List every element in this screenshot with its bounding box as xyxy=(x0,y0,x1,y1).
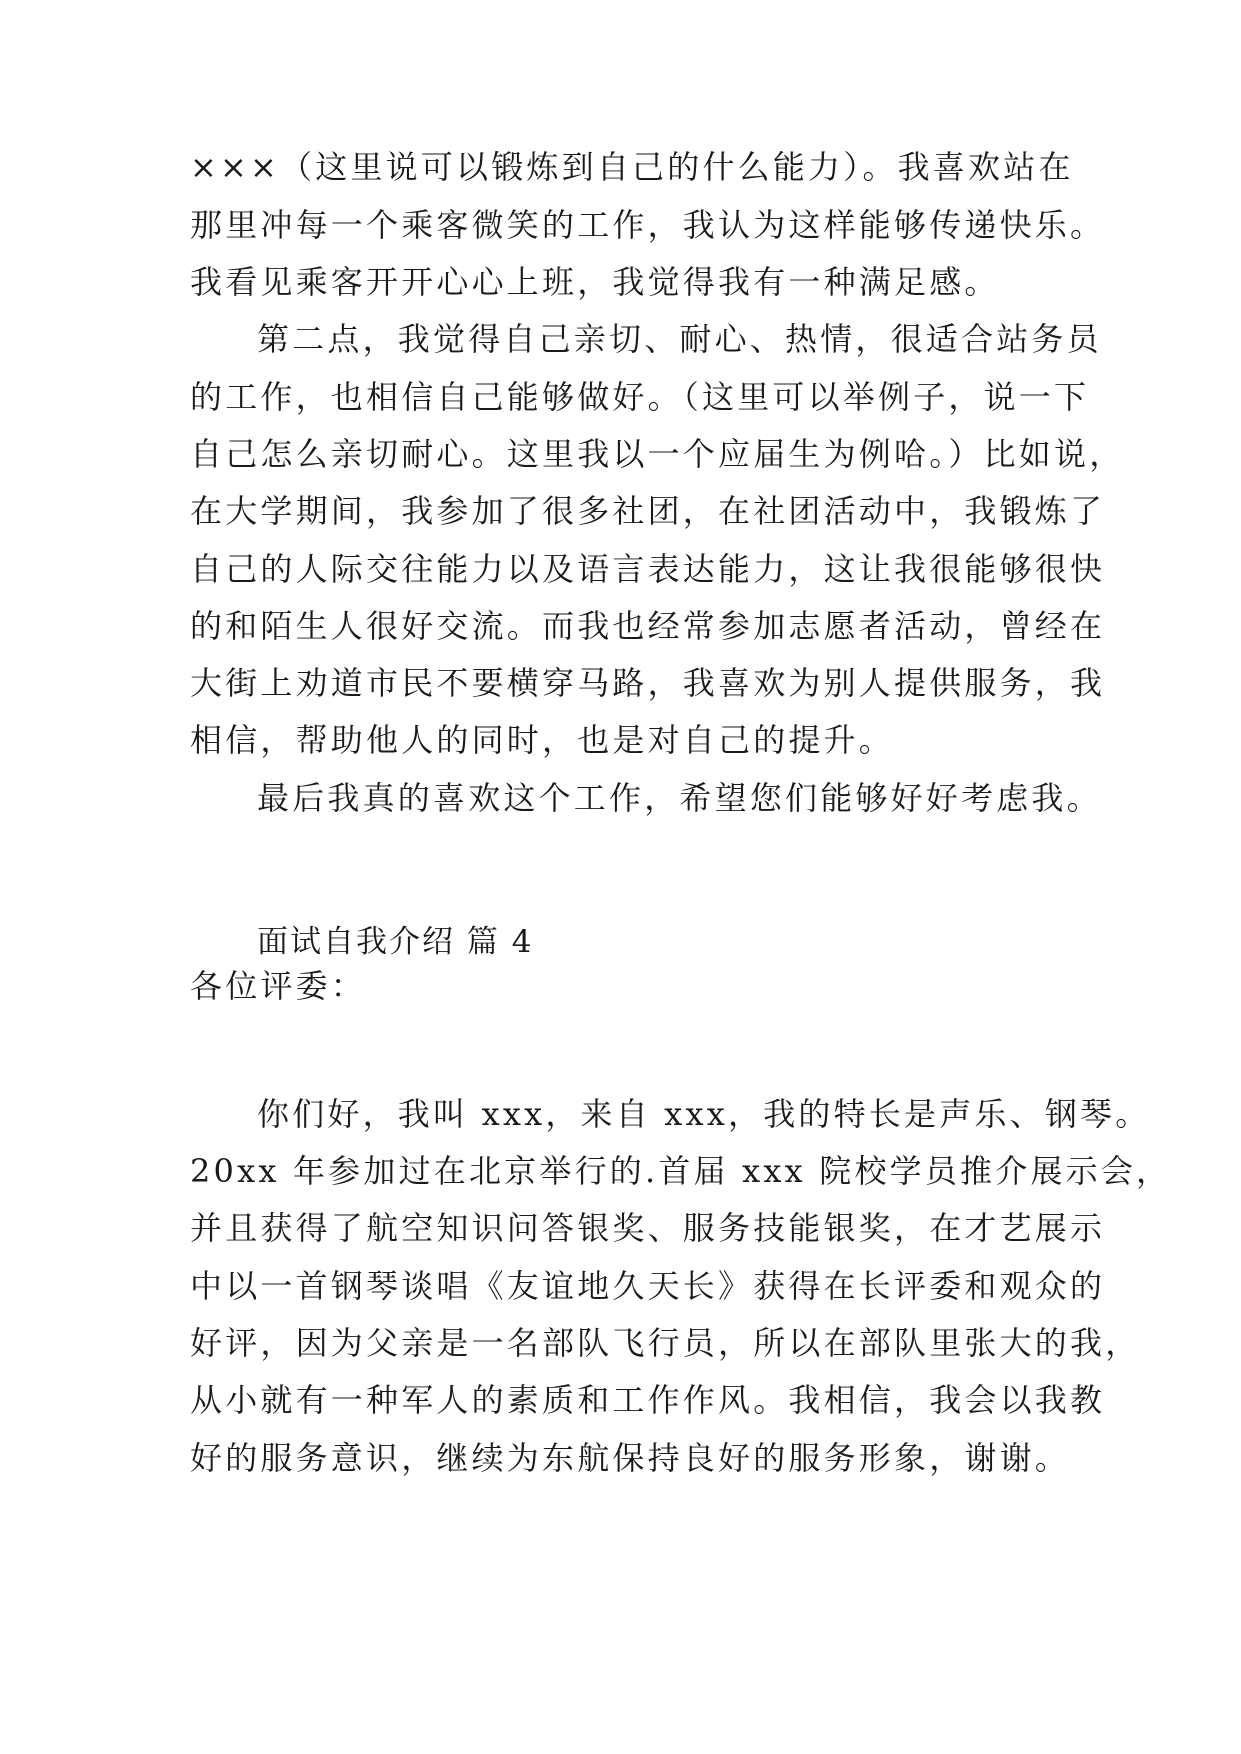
paragraph-line: 在大学期间，我参加了很多社团，在社团活动中，我锻炼了 xyxy=(190,492,1106,530)
paragraph-line: 中以一首钢琴谈唱《友谊地久天长》获得在长评委和观众的 xyxy=(190,1267,1106,1305)
paragraph-line: 第二点，我觉得自己亲切、耐心、热情，很适合站务员 xyxy=(257,320,1102,358)
paragraph-line: ×××（这里说可以锻炼到自己的什么能力）。我喜欢站在 xyxy=(190,148,1074,186)
paragraph-line: 相信，帮助他人的同时，也是对自己的提升。 xyxy=(190,721,895,759)
paragraph-line: 的工作，也相信自己能够做好。（这里可以举例子，说一下 xyxy=(190,378,1090,416)
section-heading: 面试自我介绍 篇 4 xyxy=(257,924,534,960)
paragraph-line: 自己怎么亲切耐心。这里我以一个应届生为例哈。）比如说， xyxy=(190,435,1125,473)
paragraph-line: 那里冲每一个乘客微笑的工作，我认为这样能够传递快乐。 xyxy=(190,206,1106,244)
paragraph-line: 并且获得了航空知识问答银奖、服务技能银奖，在才艺展示 xyxy=(190,1209,1106,1247)
salutation: 各位评委： xyxy=(190,967,367,1005)
paragraph-line: 大街上劝道市民不要横穿马路，我喜欢为别人提供服务，我 xyxy=(190,664,1106,702)
paragraph-line: 自己的人际交往能力以及语言表达能力，这让我很能够很快 xyxy=(190,550,1106,588)
paragraph-line: 20xx 年参加过在北京举行的.首届 xxx 院校学员推介展示会， xyxy=(190,1152,1172,1190)
paragraph-line: 好的服务意识，继续为东航保持良好的服务形象，谢谢。 xyxy=(190,1439,1071,1477)
paragraph-line: 最后我真的喜欢这个工作，希望您们能够好好考虑我。 xyxy=(257,779,1102,817)
paragraph-line: 你们好，我叫 xxx，来自 xxx，我的特长是声乐、钢琴。 xyxy=(257,1095,1151,1133)
paragraph-line: 好评，因为父亲是一名部队飞行员，所以在部队里张大的我， xyxy=(190,1324,1141,1362)
paragraph-line: 从小就有一种军人的素质和工作作风。我相信，我会以我教 xyxy=(190,1381,1106,1419)
paragraph-line: 的和陌生人很好交流。而我也经常参加志愿者活动，曾经在 xyxy=(190,607,1106,645)
paragraph-line: 我看见乘客开开心心上班，我觉得我有一种满足感。 xyxy=(190,263,1000,301)
